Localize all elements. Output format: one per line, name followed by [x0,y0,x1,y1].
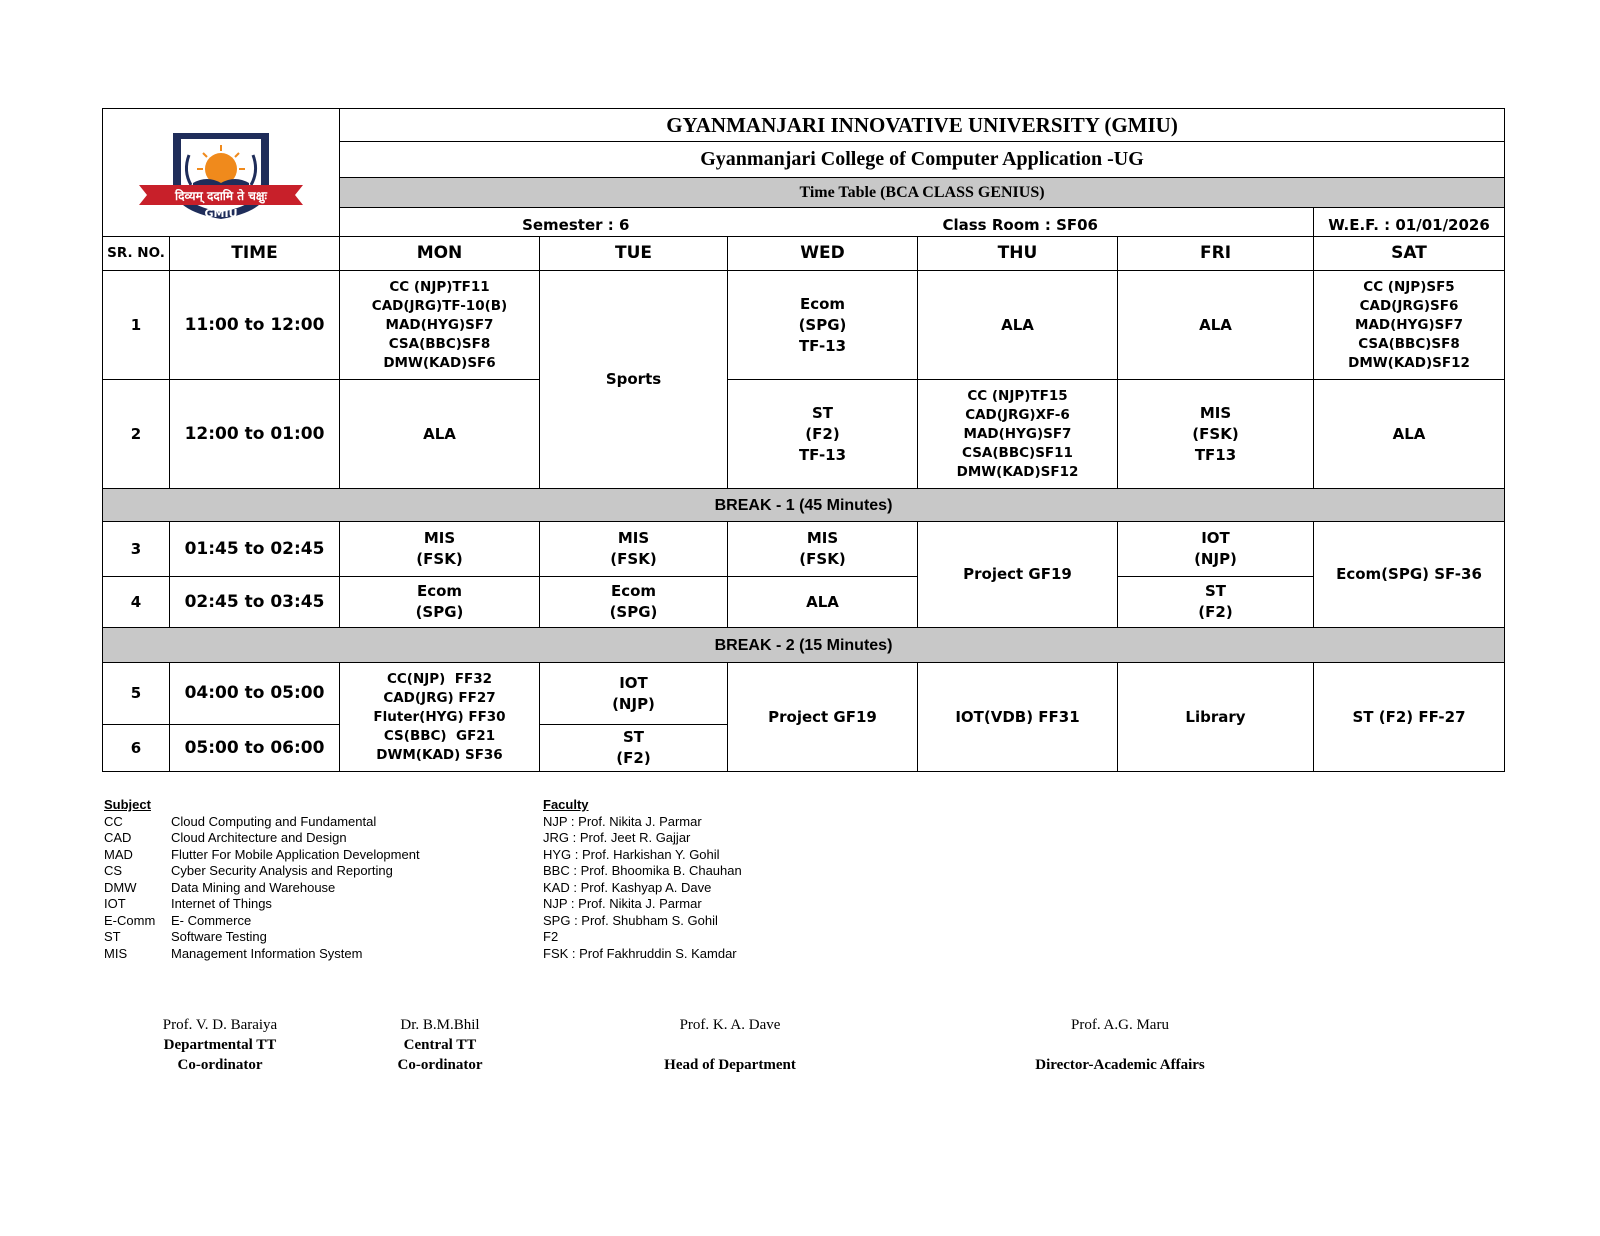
subject-code: CC [104,813,123,829]
slot-cell: MIS (FSK) [728,522,918,577]
signatory-name: Prof. K. A. Dave [679,1017,781,1033]
slot-cell: ST (F2) [540,725,728,772]
signatory-role: Co-ordinator [177,1057,263,1073]
slot-cell: ALA [340,380,540,489]
time-cell: 02:45 to 03:45 [170,577,340,628]
faculty-row: F2 [543,929,559,944]
slot-cell: CC(NJP) FF32 CAD(JRG) FF27 Fluter(HYG) FF30 CS(BBC) GF21 DWM(KAD) SF36 [340,663,540,772]
slot-cell: CC (NJP)SF5 CAD(JRG)SF6 MAD(HYG)SF7 CSA(BBC)SF8 DMW(KAD)SF12 [1314,271,1505,380]
slot-cell: MIS (FSK) [340,522,540,577]
subject-row [104,913,420,930]
subject-code: MAD [104,846,133,862]
sr-cell: 4 [103,577,170,628]
sr-cell: 3 [103,522,170,577]
subject-row [104,896,420,913]
slot-cell: ST (F2) [1118,577,1314,628]
subject-name: Internet of Things [171,896,272,911]
faculty-legend-title: Faculty [543,797,589,812]
logo-cell [103,109,340,237]
faculty-row: SPG : Prof. Shubham S. Gohil [543,912,718,928]
classroom-label [728,208,1314,237]
subject-code: ST [104,929,121,944]
subject-row [104,880,420,897]
timetable-title: Time Table (BCA CLASS GENIUS) [340,178,1505,208]
slot-cell: ALA [1118,271,1314,380]
slot-cell: IOT (NJP) [540,663,728,725]
subject-name: Data Mining and Warehouse [171,879,336,895]
faculty-row: NJP : Prof. Nikita J. Parmar [543,813,702,829]
slot-cell: ALA [1314,380,1505,489]
col-time: TIME [170,237,340,271]
signatory-name: Dr. B.M.Bhil [400,1017,480,1033]
subject-row [104,847,420,864]
slot-cell: CC (NJP)TF15 CAD(JRG)XF-6 MAD(HYG)SF7 CSA(BBC)SF11 DMW(KAD)SF12 [918,380,1118,489]
classroom-text: Class Room : SF06 [942,215,1098,234]
signature-block [370,1015,510,1075]
time-cell: 11:00 to 12:00 [170,271,340,380]
college-title: Gyanmanjari College of Computer Application -UG [340,142,1505,178]
slot-cell: Ecom(SPG) SF-36 [1314,522,1505,628]
subject-name: Flutter For Mobile Application Development [171,846,420,862]
subject-code: E-Comm [104,912,156,928]
col-wed: WED [728,237,918,271]
signatory-name: Prof. A.G. Maru [1071,1017,1169,1033]
faculty-legend [543,797,742,962]
signatory-role: Director-Academic Affairs [1035,1057,1205,1073]
slot-cell: ALA [918,271,1118,380]
slot-cell: CC (NJP)TF11 CAD(JRG)TF-10(B) MAD(HYG)SF7 CSA(BBC)SF8 DMW(KAD)SF6 [340,271,540,380]
subject-name: Cloud Computing and Fundamental [171,813,377,829]
col-mon: MON [340,237,540,271]
subject-row [104,814,420,831]
break-2-row: BREAK - 2 (15 Minutes) [103,628,1505,663]
logo-motto: दिव्यम् ददामि ते चक्षुः [175,188,267,203]
wef-label [1314,208,1505,237]
signatory-role [1010,1035,1230,1055]
slot-cell: Library [1118,663,1314,772]
slot-cell: ALA [728,577,918,628]
col-fri: FRI [1118,237,1314,271]
col-tue: TUE [540,237,728,271]
faculty-row: BBC : Prof. Bhoomika B. Chauhan [543,863,742,878]
sr-cell: 1 [103,271,170,380]
subject-code: IOT [104,896,126,911]
subject-legend [104,797,420,962]
subject-legend-title: Subject [104,797,151,812]
faculty-row: HYG : Prof. Harkishan Y. Gohil [543,846,720,862]
sr-cell: 2 [103,380,170,489]
subject-row [104,946,420,963]
faculty-row: JRG : Prof. Jeet R. Gajjar [543,830,691,845]
signatory-role [640,1035,820,1055]
timetable [102,108,1505,772]
subject-name: Software Testing [171,929,267,944]
subject-code: CAD [104,830,132,845]
signatory-name: Prof. V. D. Baraiya [162,1017,278,1033]
signature-block [640,1015,820,1075]
subject-row [104,929,420,946]
time-cell: 12:00 to 01:00 [170,380,340,489]
signatory-role: Head of Department [664,1057,796,1073]
signature-block [1010,1015,1230,1075]
faculty-row: NJP : Prof. Nikita J. Parmar [543,896,702,911]
col-thu: THU [918,237,1118,271]
gmiu-logo [131,125,311,221]
subject-code: DMW [104,879,137,895]
slot-cell: Ecom (SPG) TF-13 [728,271,918,380]
faculty-row: KAD : Prof. Kashyap A. Dave [543,879,712,895]
subject-code: MIS [104,945,128,961]
slot-cell: Project GF19 [918,522,1118,628]
slot-cell: Ecom (SPG) [340,577,540,628]
university-title: GYANMANJARI INNOVATIVE UNIVERSITY (GMIU) [340,109,1505,142]
subject-row [104,863,420,880]
slot-cell: ST (F2) FF-27 [1314,663,1505,772]
signatory-role: Departmental TT [163,1037,277,1053]
subject-row [104,830,420,847]
slot-cell: IOT(VDB) FF31 [918,663,1118,772]
subject-name: Management Information System [171,945,363,961]
signatory-role: Central TT [403,1037,477,1053]
subject-name: Cloud Architecture and Design [171,830,347,845]
subject-name: E- Commerce [171,912,252,928]
slot-cell: ST (F2) TF-13 [728,380,918,489]
semester-label [340,208,728,237]
semester-text: Semester : 6 [522,215,630,234]
signatory-role: Co-ordinator [397,1057,483,1073]
slot-cell: MIS (FSK) [540,522,728,577]
slot-cell: MIS (FSK) TF13 [1118,380,1314,489]
slot-cell: Sports [540,271,728,489]
signature-block [140,1015,300,1075]
time-cell: 04:00 to 05:00 [170,663,340,725]
sr-cell: 5 [103,663,170,725]
sr-cell: 6 [103,725,170,772]
break-1-row: BREAK - 1 (45 Minutes) [103,489,1505,522]
subject-code: CS [104,863,123,878]
faculty-row: FSK : Prof Fakhruddin S. Kamdar [543,945,737,961]
col-sat: SAT [1314,237,1505,271]
logo-text: GMIU [204,206,238,220]
col-sr-no: SR. NO. [103,237,170,271]
subject-name: Cyber Security Analysis and Reporting [171,863,393,878]
slot-cell: Project GF19 [728,663,918,772]
time-cell: 05:00 to 06:00 [170,725,340,772]
wef-text: W.E.F. : 01/01/2026 [1328,215,1490,234]
time-cell: 01:45 to 02:45 [170,522,340,577]
slot-cell: Ecom (SPG) [540,577,728,628]
slot-cell: IOT (NJP) [1118,522,1314,577]
